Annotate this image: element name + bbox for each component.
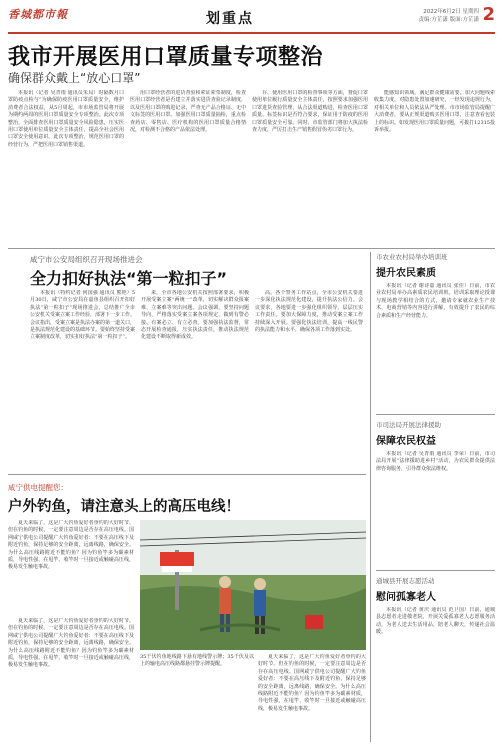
sidebar-story-3	[376, 576, 495, 747]
divider	[376, 414, 495, 415]
story3-body-right: 夏天来临了，这是广大钓鱼爱好者垂钓的大好时节。但在钓鱼的时候，一定要注意周边是否存在高压电线。国网咸宁供电公司提醒广大钓鱼爱好者：不要在高压线下及附近钓鱼，保持足够的安全距离，远离线路，确保安全。为什么高压线路附近不能钓鱼？因为钓鱼竿多为碳素材质，导电性强，在甩竿、收竿时一旦接近或触碰高压线，极易发生触电事故。	[258, 654, 366, 712]
divider	[8, 248, 495, 249]
story2-column-3: 高。各个警务工作站点，全市公安机关要进一步深化执法规范化建设，提升执法公信力。会议要求，各地要进一步强化组织领导，层层压实工作责任。要加大保障力度，推动受案立案工作持续深入开展。要强化执法培训，提高一线民警的执法能力和水平，确保各项工作落到实处。	[255, 290, 363, 334]
sidebar-1-kicker: 市农业农村局举办培训班	[376, 253, 448, 261]
sidebar-1-body: 本报讯（记者 谢诗嘉 通讯员 张佳）日前，市农业农村局举办高素质农民培训班。培训采取理论授课与现场教学相结合的方式，邀请专家就农业生产技术、电商营销等内容进行讲解，有效提升了农民的综合素质和生产经营能力。	[376, 283, 495, 319]
sidebar-divider	[370, 252, 371, 742]
story1-column-4: 能感知识领域，满足群众健康需要。加大问题线索收集力度，对隐患处置加速研究，一经发现违规行为，对相关单位和人员依法从严处理。市市场监管局提醒广大消费者，要从正规渠道购买医用口罩，注意查看包装上的标识。如发现医用口罩质量问题，可拨打12315投诉举报。	[374, 90, 495, 134]
section-title: 划重点	[206, 11, 254, 27]
story2-column-2: 来，全市各地公安机关按照部署要求，积极开展受案立案“两统一”改革，切实解决群众报案难、立案难等突出问题。会议强调，要坚持问题导向，严格落实受案立案各项规定，做到有警必接、有案必立、有立必查。要加强执法监督，常态开展检查通报，压实执法责任，推动执法规范化建设不断取得新成效。	[141, 290, 249, 341]
story1-column-2: 用口罩经营者的进货查验和索证索票制度，检查医用口罩经营者是否建立并落实进货查验记录制度，以及医用口罩的购进记录，严查无产品合格证、无中文标签的医用口罩。加强医用口罩质量抽检，重点检查药店、零售店、医疗机构的医用口罩质量合格情况，对检测不合格的产品依法处理。	[130, 90, 246, 134]
divider	[8, 474, 366, 475]
story2-column-1: 本报讯（特约记者 何国强 通讯员 熊艳）5月30日，咸宁市公安局在嘉鱼县组织召开扣好执法“第一粒扣子”现场推进会，总结推广全市公安机关受案立案工作经验，部署下一步工作。会议指出，受案立案是执法办案的第一道关口，是执法规范化建设的基础环节。要始终坚持受案立案制度改革，切实扣好执法“第一粒扣子”。	[30, 290, 135, 341]
story1-headline: 我市开展医用口罩质量专项整治	[8, 45, 324, 70]
sidebar-3-body: 本报讯（记者 黄庆 通讯员 范卫国）日前，通城县志愿者走进敬老院，开展关爱孤寡老人志愿服务活动，为老人送去生活用品，陪老人聊天，传递社会温暖。	[376, 607, 495, 636]
sidebar-story-1	[376, 252, 495, 423]
sidebar-2-kicker: 市司法局开展法律援助	[376, 421, 441, 429]
divider	[376, 570, 495, 571]
newspaper-logo: 香城都市報	[8, 8, 68, 21]
sidebar-2-headline: 保障农民权益	[376, 436, 436, 447]
dateline	[419, 8, 479, 24]
story3-kicker: 咸宁供电提醒您：	[8, 483, 68, 492]
story1-column-1: 本报讯（记者 吴青雨 通讯员朱局）时隔数月口罩防疫点检与“为确保防疫医用口罩质量安全，维护消费者合法权益，从5月周起，市市场监管局将开展为期约两周的医用口罩质量安全专项整治。此次专项整治，全面排查医用口罩质量安全风险隐患，压实医用口罩使用单位质量安全主体责任，提高全社会医用口罩安全使用意识。此次专项整治，规范医用口罩的经营行为，严把医用口罩销售渠道。	[8, 90, 124, 148]
masthead-rule	[8, 32, 495, 34]
story3-body-continued: 夏天来临了，这是广大钓鱼爱好者垂钓的大好时节。但在钓鱼的时候，一定要注意周边是否存在高压电线。国网咸宁供电公司提醒广大钓鱼爱好者：不要在高压线下及附近钓鱼，保持足够的安全距离，远离线路，确保安全。为什么高压线路附近不能钓鱼？因为钓鱼竿多为碳素材质，导电性强，在甩竿、收竿时一旦接近或触碰高压线，极易发生触电事故。	[8, 618, 134, 669]
story1-subhead: 确保群众戴上“放心口罩”	[8, 71, 141, 85]
sidebar-3-headline: 慰问孤寡老人	[376, 592, 436, 603]
story3-body-left: 夏天来临了，这是广大钓鱼爱好者垂钓的大好时节。但在钓鱼的时候，一定要注意周边是否存在高压电线。国网咸宁供电公司提醒广大钓鱼爱好者：不要在高压线下及附近钓鱼，保持足够的安全距离，远离线路，确保安全。为什么高压线路附近不能钓鱼？因为钓鱼竿多为碳素材质，导电性强，在甩竿、收竿时一旦接近或触碰高压线，极易发生触电事故。	[8, 520, 134, 571]
sidebar-2-body: 本报讯（记者 吴青雨 通讯员 李荣）日前，市司法局开展“法律援助进乡村”活动，为农民群众提供法律咨询服务，引导群众依法维权。	[376, 451, 495, 472]
sidebar-story-2	[376, 420, 495, 581]
editor-text: 责编:方芷潇 版面:方芷潇	[418, 17, 479, 23]
story3-caption: 35千伏钓鱼地线路下悬有地线警示牌；35千伏及以上的输电高压线路都悬挂警示牌提醒。	[140, 654, 254, 668]
date-text: 2022年6月2日 星期四	[423, 9, 479, 15]
story3-photo	[140, 520, 366, 650]
story3-headline: 户外钓鱼，请注意头上的高压电线！	[8, 499, 240, 515]
story2-kicker: 咸宁市公安局组织召开现场推进会	[30, 255, 143, 264]
fishing-scene-illustration	[140, 520, 366, 650]
story1-column-3: 存、使用医用口罩的检查事项等方面，督促口罩使用单位履行质量安全主体责任，按照要求加强医用口罩进货查验管理，从合法渠道购进，检查医用口罩质量、标签标识是否符合要求，保证用于防疫的医用口罩质量安全可靠。同时，市监管部门将加大执法检查力度，严厉打击生产销售假冒伪劣口罩行为。	[252, 90, 368, 134]
sidebar-3-kicker: 通城县开展志愿活动	[376, 577, 435, 585]
masthead	[8, 6, 495, 30]
page-number: 2	[482, 4, 495, 25]
story2-headline: 全力扣好执法“第一粒扣子”	[30, 269, 228, 288]
sidebar-1-headline: 提升农民素质	[376, 268, 436, 279]
